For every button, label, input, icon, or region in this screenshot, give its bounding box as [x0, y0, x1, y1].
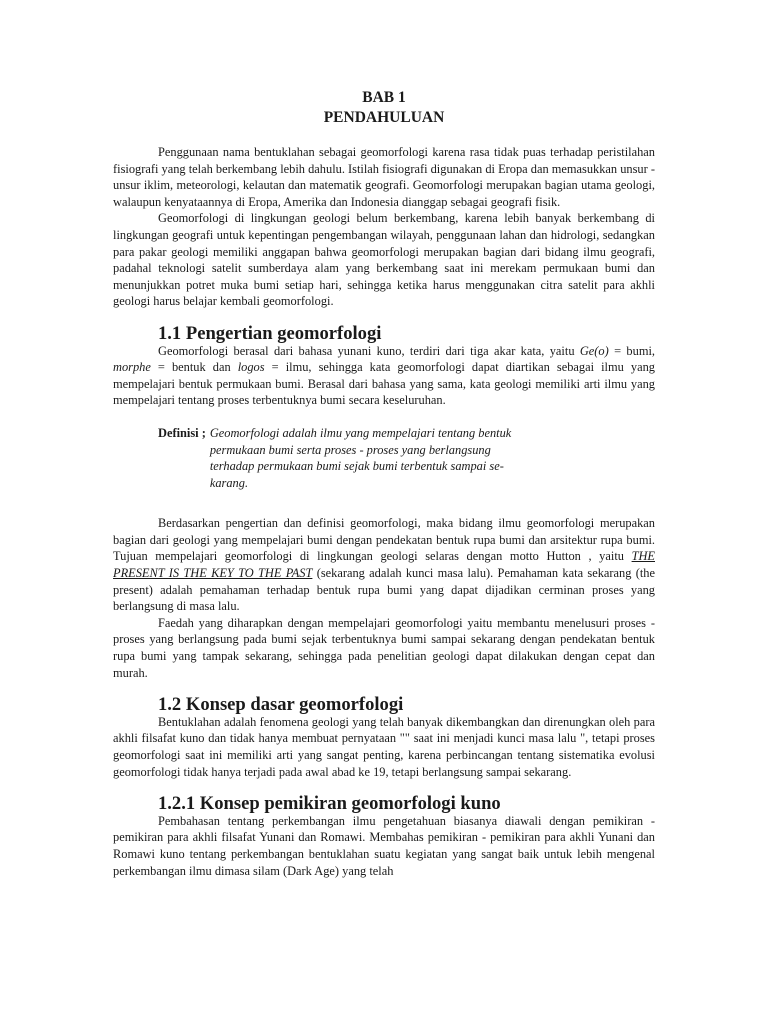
chapter-title-block — [113, 88, 655, 128]
text-run: = bumi, — [608, 343, 655, 358]
definition-label: Definisi ; — [158, 425, 206, 440]
hutton-motto: THE PRESENT IS THE KEY TO THE PAST — [113, 549, 655, 581]
text-run: (sekarang adalah kunci masa lalu). Pemahaman kata sekarang (the present) adalah pemahaman terhadap bentuk rupa bumi yang dapat dijadikan cerminan proses yang berlangsung di masa lalu. — [113, 566, 655, 614]
definition-line: terhadap permukaan bumi sejak bumi terbentuk sampai se- — [209, 459, 504, 474]
intro-paragraph-1: Penggunaan nama bentuklahan sebagai geomorfologi karena rasa tidak puas terhadap peristilahan fisiografi yang telah berkembang lebih dahulu. Istilah fisiografi digunakan di Eropa dan memasukkan unsur - unsur iklim, meteorologi, kelautan dan matematik geografi. Geomorfologi merupakan bagian utama geologi, walaupun kenyataannya di Eropa, Amerika dan Indonesia dianggap sebagai geografi fisik. — [113, 145, 655, 209]
section-1-1-paragraph-2 — [113, 515, 655, 615]
definition-line: karang. — [209, 475, 249, 490]
chapter-title: PENDAHULUAN — [323, 109, 445, 126]
chapter-number: BAB 1 — [362, 89, 406, 106]
section-1-2-paragraph-1: Bentuklahan adalah fenomena geologi yang telah banyak dikembangkan dan direnungkan oleh para akhli filsafat kuno dan tidak hanya membuat pernyataan "" saat ini menjadi kunci masa lalu ", tetapi proses geomorfologi saat ini memiliki arti yang sangat penting, karena perbincangan tentang sistematika evolusi geomorfologi tidak hanya terjadi pada awal abad ke 19, tetapi berlangsung sampai sekarang. — [113, 714, 655, 779]
text-run: = bentuk dan — [150, 360, 238, 375]
section-1-1-paragraph-3: Faedah yang diharapkan dengan mempelajari geomorfologi yaitu membantu menelusuri proses - proses yang berlangsung pada bumi sejak terbentuknya bumi sampai sekarang dengan pendekatan bentuk rupa bumi yang tampak sekarang, sehingga pada penelitian geologi dapat dilakukan dengan cepat dan murah. — [113, 615, 655, 680]
definition-line: permukaan bumi serta proses - proses yang berlangsung — [209, 442, 491, 457]
term-morphe: morphe — [113, 360, 151, 375]
definition-line: Geomorfologi adalah ilmu yang mempelajari tentang bentuk — [209, 425, 512, 440]
text-run: = ilmu, sehingga kata geomorfologi dapat diartikan sebagai ilmu yang mempelajari bentuk permukaan bumi. Berasal dari bahasa yang sama, kata geologi memiliki arti ilmu yang mempelajari tentang proses terbentuknya bumi secara keseluruhan. — [113, 360, 655, 408]
intro-paragraph-2: Geomorfologi di lingkungan geologi belum berkembang, karena lebih banyak berkembang di lingkungan geografi untuk kepentingan pengembangan wilayah, penggunaan lahan dan hidrologi, sedangkan para pakar geologi memiliki anggapan bahwa geomorfologi merupakan bagian dari bidang ilmu geografi, padahal teknologi satelit sumberdaya alam yang berkembang saat ini merekam permukaan bumi dan menunjukkan potret muka bumi setiap hari, sehingga ketika harus menggunakan citra satelit para akhli geologi harus belajar kembali geomorfologi. — [113, 211, 655, 309]
text-run: Berdasarkan pengertian dan definisi geomorfologi, maka bidang ilmu geomorfologi merupakan bagian dari geologi yang mempelajari bumi dengan pendekatan bentuk rupa bumi dan arsitektur rupa bumi. Tujuan mempelajari geomorfologi di lingkungan geologi selaras dengan motto Hutton , yaitu — [113, 516, 655, 564]
section-1-2-1-heading: 1.2.1 Konsep pemikiran geomorfologi kuno — [158, 793, 501, 815]
section-1-1-paragraph-1 — [113, 343, 655, 409]
term-geo: Ge(o) — [579, 343, 609, 358]
definition-text — [210, 425, 511, 491]
definition-block — [158, 425, 558, 491]
section-1-1-heading: 1.1 Pengertian geomorfologi — [158, 322, 382, 344]
section-1-2-1-paragraph-1: Pembahasan tentang perkembangan ilmu pengetahuan biasanya diawali dengan pemikiran - pemikiran para akhli filsafat Yunani dan Romawi. Membahas pemikiran - pemikiran para akhli Yunani dan Romawi kuno tentang perkembangan bentuklahan suatu kegiatan yang sangat baik untuk lebih mengenal perkembangan ilmu dimasa silam (Dark Age) yang telah — [113, 813, 655, 878]
text-run: Geomorfologi berasal dari bahasa yunani kuno, terdiri dari tiga akar kata, yaitu — [158, 343, 580, 358]
term-logos: logos — [237, 360, 265, 375]
section-1-2-heading: 1.2 Konsep dasar geomorfologi — [158, 694, 404, 716]
